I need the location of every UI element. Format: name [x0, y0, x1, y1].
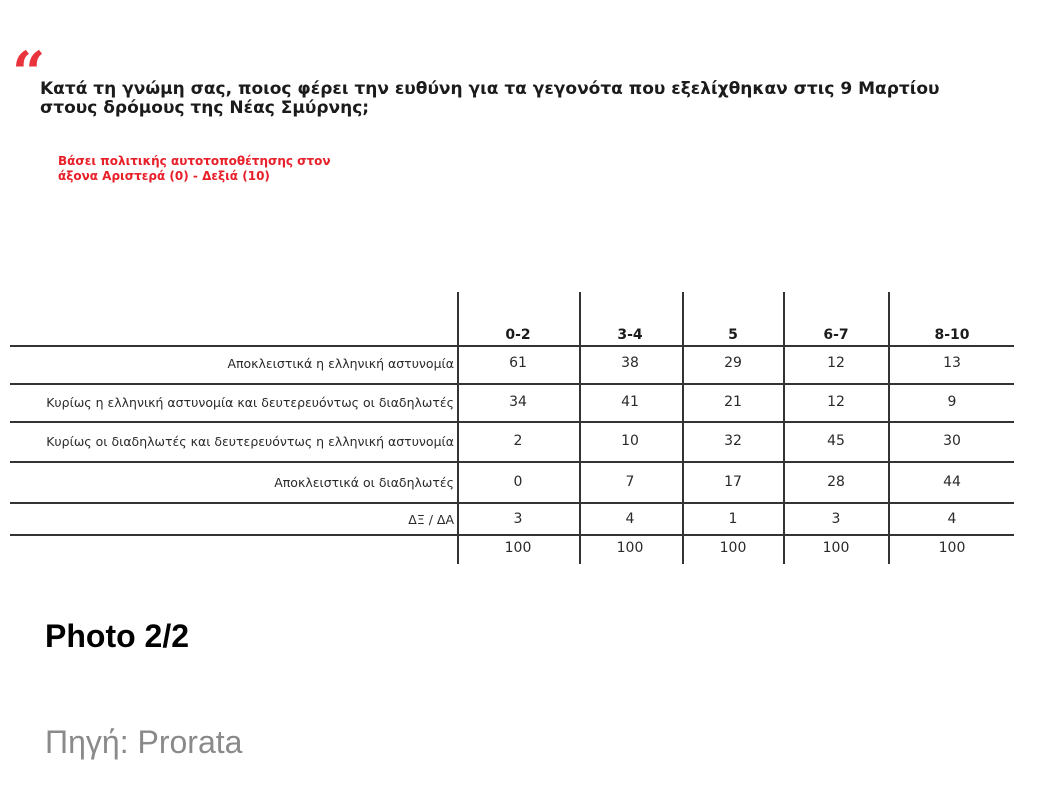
table-cell: 30	[943, 433, 961, 449]
table-cell: 1	[728, 511, 738, 527]
table-cell: 45	[827, 433, 845, 449]
subtitle-line-2: άξονα Αριστερά (0) - Δεξιά (10)	[58, 169, 270, 183]
table-column-header: 5	[728, 327, 738, 343]
table-column-divider	[888, 292, 890, 564]
table-cell: 100	[719, 540, 747, 556]
question-title: Κατά τη γνώμη σας, ποιος φέρει την ευθύνη για τα γεγονότα που εξελίχθηκαν στις 9 Μαρτίου στους δρόμους της Νέας Σμύρνης;	[40, 79, 940, 118]
table-row-label: Κυρίως η ελληνική αστυνομία και δευτερευόντως οι διαδηλωτές	[46, 395, 454, 410]
table-cell: 34	[509, 394, 527, 410]
table-cell: 4	[625, 511, 635, 527]
table-cell: 2	[513, 433, 523, 449]
table-cell: 4	[947, 511, 957, 527]
table-row-divider	[10, 502, 1014, 504]
table-row-divider	[10, 383, 1014, 385]
source-credit: Πηγή: Prorata	[45, 724, 243, 760]
table-row-divider	[10, 421, 1014, 423]
table-cell: 41	[621, 394, 639, 410]
table-column-divider	[682, 292, 684, 564]
table-row-label: Αποκλειστικά η ελληνική αστυνομία	[227, 356, 454, 371]
table-row-divider	[10, 345, 1014, 347]
table-row-label: ΔΞ / ΔΑ	[408, 512, 454, 527]
photo-caption: Photo 2/2	[45, 618, 190, 654]
subtitle	[58, 154, 378, 184]
table-cell: 3	[831, 511, 841, 527]
table-column-header: 8-10	[934, 327, 970, 343]
table-cell: 3	[513, 511, 523, 527]
table-row-label: Αποκλειστικά οι διαδηλωτές	[274, 475, 454, 490]
quote-mark-icon: “	[12, 39, 40, 107]
table-cell: 61	[509, 355, 527, 371]
table-cell: 29	[724, 355, 742, 371]
table-cell: 9	[947, 394, 957, 410]
table-cell: 17	[724, 474, 742, 490]
table-cell: 12	[827, 355, 845, 371]
table-cell: 7	[625, 474, 635, 490]
table-cell: 21	[724, 394, 742, 410]
table-cell: 100	[938, 540, 966, 556]
table-cell: 38	[621, 355, 639, 371]
table-cell: 32	[724, 433, 742, 449]
table-cell: 100	[616, 540, 644, 556]
table-column-header: 0-2	[505, 327, 531, 343]
table-column-divider	[579, 292, 581, 564]
table-column-header: 3-4	[617, 327, 643, 343]
table-cell: 100	[822, 540, 850, 556]
table-cell: 28	[827, 474, 845, 490]
table-cell: 0	[513, 474, 523, 490]
table-row-divider	[10, 461, 1014, 463]
table-cell: 100	[504, 540, 532, 556]
table-row-divider	[10, 534, 1014, 536]
table-column-header: 6-7	[823, 327, 849, 343]
subtitle-line-1: Βάσει πολιτικής αυτοτοποθέτησης στον	[58, 154, 331, 168]
table-column-divider	[457, 292, 459, 564]
table-cell: 44	[943, 474, 961, 490]
table-row-label: Κυρίως οι διαδηλωτές και δευτερευόντως η ελληνική αστυνομία	[46, 434, 454, 449]
table-cell: 12	[827, 394, 845, 410]
table-column-divider	[783, 292, 785, 564]
table-cell: 10	[621, 433, 639, 449]
table-cell: 13	[943, 355, 961, 371]
